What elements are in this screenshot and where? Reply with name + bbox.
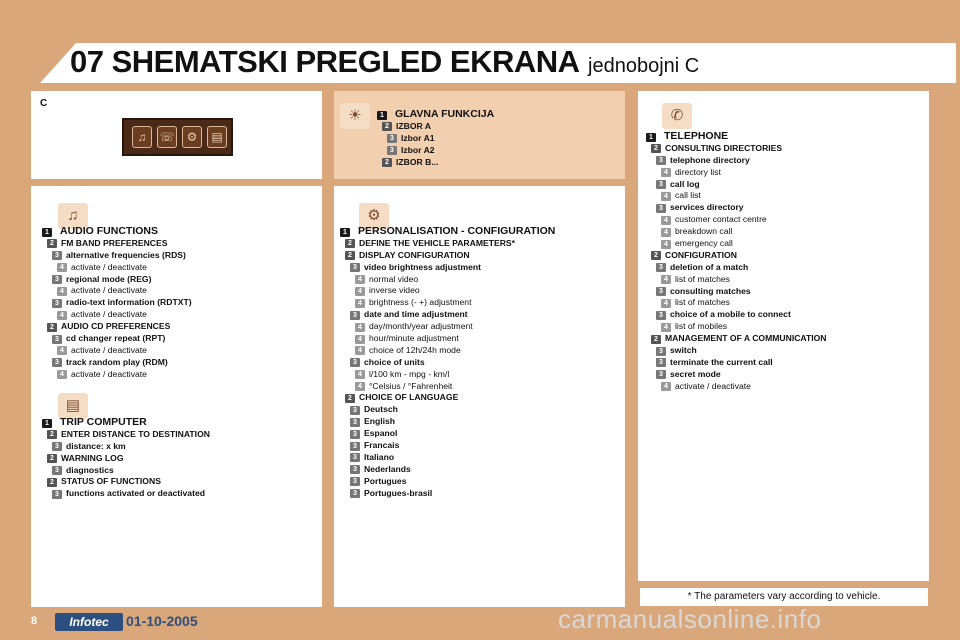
- item-label: date and time adjustment: [364, 309, 468, 320]
- item-label: activate / deactivate: [675, 380, 751, 391]
- item-label: AUDIO FUNCTIONS: [60, 225, 158, 237]
- level-badge: 4: [661, 216, 671, 225]
- music-icon: ♫: [132, 126, 152, 148]
- level-badge: 4: [661, 299, 671, 308]
- level-badge: 3: [656, 347, 666, 356]
- level-badge: 3: [656, 156, 666, 165]
- item-label: radio-text information (RDTXT): [66, 297, 192, 308]
- item-label: video brightness adjustment: [364, 261, 481, 272]
- level-badge: 3: [350, 311, 360, 320]
- level-badge: 1: [340, 228, 350, 237]
- item-label: activate / deactivate: [71, 368, 147, 379]
- level-badge: 3: [52, 275, 62, 284]
- item-label: Portugues-brasil: [364, 487, 433, 498]
- item-label: terminate the current call: [670, 356, 773, 367]
- personalisation-icon: ⚙: [359, 203, 389, 229]
- level-badge: 2: [345, 394, 355, 403]
- level-badge: 1: [42, 228, 52, 237]
- item-label: DISPLAY CONFIGURATION: [359, 249, 470, 260]
- item-label: activate / deactivate: [71, 344, 147, 355]
- settings-icon: ⚙: [182, 126, 202, 148]
- level-badge: 2: [651, 144, 661, 153]
- item-label: alternative frequencies (RDS): [66, 249, 186, 260]
- level-badge: 3: [387, 146, 397, 155]
- brightness-icon: ☀: [340, 103, 370, 129]
- level-badge: 4: [661, 323, 671, 332]
- level-badge: 4: [355, 323, 365, 332]
- level-badge: 3: [350, 406, 360, 415]
- item-label: FM BAND PREFERENCES: [61, 237, 168, 248]
- level-badge: 3: [52, 490, 62, 499]
- trip-computer-icon: ▤: [58, 393, 88, 419]
- item-label: activate / deactivate: [71, 261, 147, 272]
- level-badge: 3: [350, 358, 360, 367]
- level-badge: 4: [661, 275, 671, 284]
- item-label: regional mode (REG): [66, 273, 152, 284]
- page-number: 8: [31, 615, 38, 627]
- trip-icon: ▤: [207, 126, 227, 148]
- watermark: carmanualsonline.info: [558, 604, 822, 634]
- item-label: choice of units: [364, 356, 425, 367]
- level-badge: 2: [382, 122, 392, 131]
- level-badge: 2: [47, 323, 57, 332]
- level-badge: 4: [57, 346, 67, 355]
- item-label: list of matches: [675, 273, 730, 284]
- item-label: functions activated or deactivated: [66, 488, 205, 499]
- item-label: brightness (- +) adjustment: [369, 297, 472, 308]
- item-label: list of matches: [675, 297, 730, 308]
- level-badge: 4: [57, 287, 67, 296]
- item-label: Portugues: [364, 475, 407, 486]
- edition-date: 01-10-2005: [126, 613, 198, 629]
- item-label: CHOICE OF LANGUAGE: [359, 392, 459, 403]
- phone-icon: ☏: [157, 126, 177, 148]
- level-badge: 2: [651, 251, 661, 260]
- level-badge: 4: [355, 382, 365, 391]
- level-badge: 3: [350, 489, 360, 498]
- level-badge: 2: [47, 454, 57, 463]
- level-badge: 1: [42, 419, 52, 428]
- title-sub: jednobojni C: [588, 55, 700, 77]
- item-label: choice of a mobile to connect: [670, 309, 791, 320]
- level-badge: 2: [47, 430, 57, 439]
- level-badge: 3: [656, 180, 666, 189]
- item-label: diagnostics: [66, 464, 114, 475]
- item-label: call log: [670, 178, 700, 189]
- item-label: MANAGEMENT OF A COMMUNICATION: [665, 333, 827, 344]
- level-badge: 3: [52, 442, 62, 451]
- level-badge: 3: [656, 311, 666, 320]
- panel-glavna: [334, 91, 625, 179]
- level-badge: 4: [661, 240, 671, 249]
- level-badge: 2: [651, 335, 661, 344]
- item-label: hour/minute adjustment: [369, 333, 459, 344]
- level-badge: 3: [350, 465, 360, 474]
- item-label: CONSULTING DIRECTORIES: [665, 142, 783, 153]
- item-label: AUDIO CD PREFERENCES: [61, 321, 171, 332]
- audio-icon: ♫: [58, 203, 88, 229]
- item-label: ENTER DISTANCE TO DESTINATION: [61, 428, 210, 439]
- item-label: normal video: [369, 273, 419, 284]
- level-badge: 3: [350, 453, 360, 462]
- level-badge: 4: [355, 370, 365, 379]
- level-badge: 4: [661, 228, 671, 237]
- item-label: choice of 12h/24h mode: [369, 344, 461, 355]
- item-label: activate / deactivate: [71, 309, 147, 320]
- level-badge: 2: [382, 158, 392, 167]
- item-label: list of mobiles: [675, 321, 728, 332]
- display-unit: [122, 118, 233, 156]
- level-badge: 1: [646, 133, 656, 142]
- level-badge: 2: [345, 239, 355, 248]
- item-label: TELEPHONE: [664, 130, 729, 142]
- level-badge: 3: [350, 442, 360, 451]
- item-label: WARNING LOG: [61, 452, 124, 463]
- item-label: TRIP COMPUTER: [60, 416, 147, 428]
- title-main: 07 SHEMATSKI PREGLED EKRANA: [70, 44, 580, 79]
- level-badge: 3: [656, 370, 666, 379]
- item-label: track random play (RDM): [66, 356, 168, 367]
- level-badge: 3: [350, 263, 360, 272]
- item-label: English: [364, 416, 396, 427]
- item-label: Deutsch: [364, 404, 398, 415]
- level-badge: 4: [355, 287, 365, 296]
- level-badge: 4: [355, 275, 365, 284]
- level-badge: 3: [656, 204, 666, 213]
- item-label: deletion of a match: [670, 261, 749, 272]
- item-label: emergency call: [675, 238, 733, 249]
- level-badge: 3: [656, 358, 666, 367]
- mobile-phone-icon: ✆: [662, 103, 692, 129]
- item-label: Nederlands: [364, 463, 411, 474]
- item-label: customer contact centre: [675, 214, 767, 225]
- level-badge: 3: [52, 251, 62, 260]
- level-badge: 4: [355, 335, 365, 344]
- level-badge: 2: [47, 239, 57, 248]
- item-label: cd changer repeat (RPT): [66, 333, 166, 344]
- level-badge: 1: [377, 111, 387, 120]
- item-label: day/month/year adjustment: [369, 321, 473, 332]
- item-label: secret mode: [670, 368, 721, 379]
- level-badge: 3: [52, 466, 62, 475]
- item-label: STATUS OF FUNCTIONS: [61, 476, 161, 487]
- level-badge: 4: [57, 311, 67, 320]
- item-label: DEFINE THE VEHICLE PARAMETERS*: [359, 237, 515, 248]
- level-badge: 3: [350, 477, 360, 486]
- level-badge: 4: [661, 382, 671, 391]
- level-badge: 3: [52, 299, 62, 308]
- level-badge: 3: [656, 263, 666, 272]
- item-label: IZBOR A: [396, 120, 432, 131]
- infotec-logo: Infotec: [55, 613, 123, 631]
- level-badge: 4: [57, 370, 67, 379]
- item-label: Francais: [364, 440, 400, 451]
- item-label: inverse video: [369, 285, 420, 296]
- item-label: CONFIGURATION: [665, 249, 737, 260]
- level-badge: 3: [387, 134, 397, 143]
- item-label: distance: x km: [66, 440, 126, 451]
- item-label: l/100 km - mpg - km/l: [369, 368, 450, 379]
- item-label: Izbor A1: [401, 132, 435, 143]
- level-badge: 4: [355, 346, 365, 355]
- item-label: breakdown call: [675, 226, 733, 237]
- level-badge: 4: [661, 192, 671, 201]
- item-label: call list: [675, 190, 701, 201]
- level-badge: 3: [52, 335, 62, 344]
- item-label: activate / deactivate: [71, 285, 147, 296]
- level-badge: 4: [355, 299, 365, 308]
- level-badge: 3: [350, 418, 360, 427]
- level-badge: 4: [661, 168, 671, 177]
- item-label: PERSONALISATION - CONFIGURATION: [358, 225, 556, 237]
- item-label: directory list: [675, 166, 721, 177]
- item-label: Izbor A2: [401, 144, 435, 155]
- level-badge: 3: [52, 358, 62, 367]
- item-label: IZBOR B...: [396, 156, 439, 167]
- level-badge: 2: [345, 251, 355, 260]
- level-badge: 4: [57, 263, 67, 272]
- footnote: * The parameters vary according to vehicle.: [640, 588, 928, 606]
- page-title: [70, 44, 699, 80]
- item-label: °Celsius / °Fahrenheit: [369, 380, 453, 391]
- item-label: Italiano: [364, 451, 395, 462]
- level-badge: 3: [350, 430, 360, 439]
- section-tag: C: [40, 98, 48, 109]
- level-badge: 3: [656, 287, 666, 296]
- item-label: GLAVNA FUNKCIJA: [395, 108, 495, 120]
- item-label: services directory: [670, 202, 744, 213]
- level-badge: 2: [47, 478, 57, 487]
- item-label: consulting matches: [670, 285, 751, 296]
- item-label: Espanol: [364, 428, 398, 439]
- item-label: switch: [670, 345, 697, 356]
- item-label: telephone directory: [670, 154, 750, 165]
